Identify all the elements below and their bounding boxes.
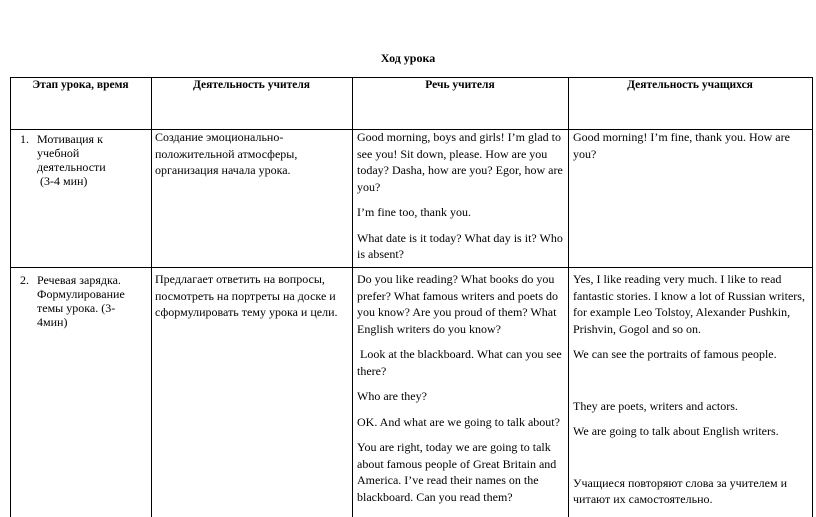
column-header: Речь учителя bbox=[425, 79, 495, 91]
stage-line: 4мин) bbox=[37, 315, 68, 329]
student-paragraph: We can see the portraits of famous people. bbox=[573, 347, 777, 361]
student-paragraph: They are poets, writers and actors. bbox=[573, 398, 738, 413]
stage-line: темы урока. (3- bbox=[37, 301, 116, 315]
teacher-activity-cell: Создание эмоционально-положительной атмосферы, организация начала урока. bbox=[155, 130, 298, 177]
page-title: Ход урока bbox=[380, 51, 436, 65]
row-number: 1. bbox=[20, 132, 29, 146]
stage-line: Мотивация к bbox=[37, 132, 103, 146]
students-activity-cell bbox=[573, 129, 807, 171]
speech-paragraph: You are right, today we are going to talk about famous people of Great Britain and America. I’ve read their names on the blackboard. Can you read them? bbox=[357, 440, 557, 504]
stage-line: учебной bbox=[37, 146, 80, 160]
stage-line: деятельности bbox=[37, 160, 106, 174]
table-border bbox=[10, 77, 813, 78]
column-header: Деятельность учащихся bbox=[627, 79, 753, 91]
stage-cell bbox=[37, 132, 149, 188]
table-border bbox=[568, 77, 569, 517]
student-paragraph: Good morning! I’m fine, thank you. How are you? bbox=[573, 130, 790, 161]
speech-paragraph: Who are they? bbox=[357, 389, 427, 403]
stage-line: Формулирование bbox=[37, 287, 125, 301]
column-header: Этап урока, время bbox=[32, 79, 129, 91]
student-paragraph: Yes, I like reading very much. I like to read fantastic stories. I know a lot of Russian writers, for example Leo Tolstoy, Alexander Pushkin, Prishvin, Gogol and so on. bbox=[573, 272, 805, 336]
stage-cell bbox=[37, 273, 149, 329]
row-number: 2. bbox=[20, 273, 29, 287]
speech-paragraph: Good morning, boys and girls! I’m glad to see you! Sit down, please. How are you today? Dasha, how are you? Egor, how are you? bbox=[357, 130, 563, 194]
teacher-speech-cell bbox=[357, 271, 564, 514]
column-header: Деятельность учителя bbox=[192, 79, 311, 91]
table-border bbox=[812, 77, 813, 517]
students-activity-cell bbox=[573, 271, 809, 517]
teacher-speech-cell bbox=[357, 129, 564, 272]
teacher-activity-cell: Предлагает ответить на вопросы, посмотреть на портреты на доске и сформулировать тему урока и цели. bbox=[155, 272, 338, 319]
speech-paragraph: Look at the blackboard. What can you see there? bbox=[357, 347, 565, 378]
speech-paragraph: OK. And what are we going to talk about? bbox=[357, 414, 560, 429]
stage-line: Речевая зарядка. bbox=[37, 273, 121, 287]
stage-line: (3-4 мин) bbox=[37, 174, 88, 188]
speech-paragraph: What date is it today? What day is it? Who is absent? bbox=[357, 230, 563, 261]
table-border bbox=[151, 77, 152, 517]
table-border bbox=[10, 77, 11, 517]
student-paragraph: Учащиеся повторяют слова за учителем и читают их самостоятельно. bbox=[573, 475, 788, 506]
table-border bbox=[352, 77, 353, 517]
speech-paragraph: Do you like reading? What books do you prefer? What famous writers and poets do you know? Are you proud of them? What English writers do you know? bbox=[357, 272, 559, 336]
speech-paragraph: I’m fine too, thank you. bbox=[357, 205, 471, 219]
student-paragraph: We are going to talk about English writers. bbox=[573, 424, 779, 438]
